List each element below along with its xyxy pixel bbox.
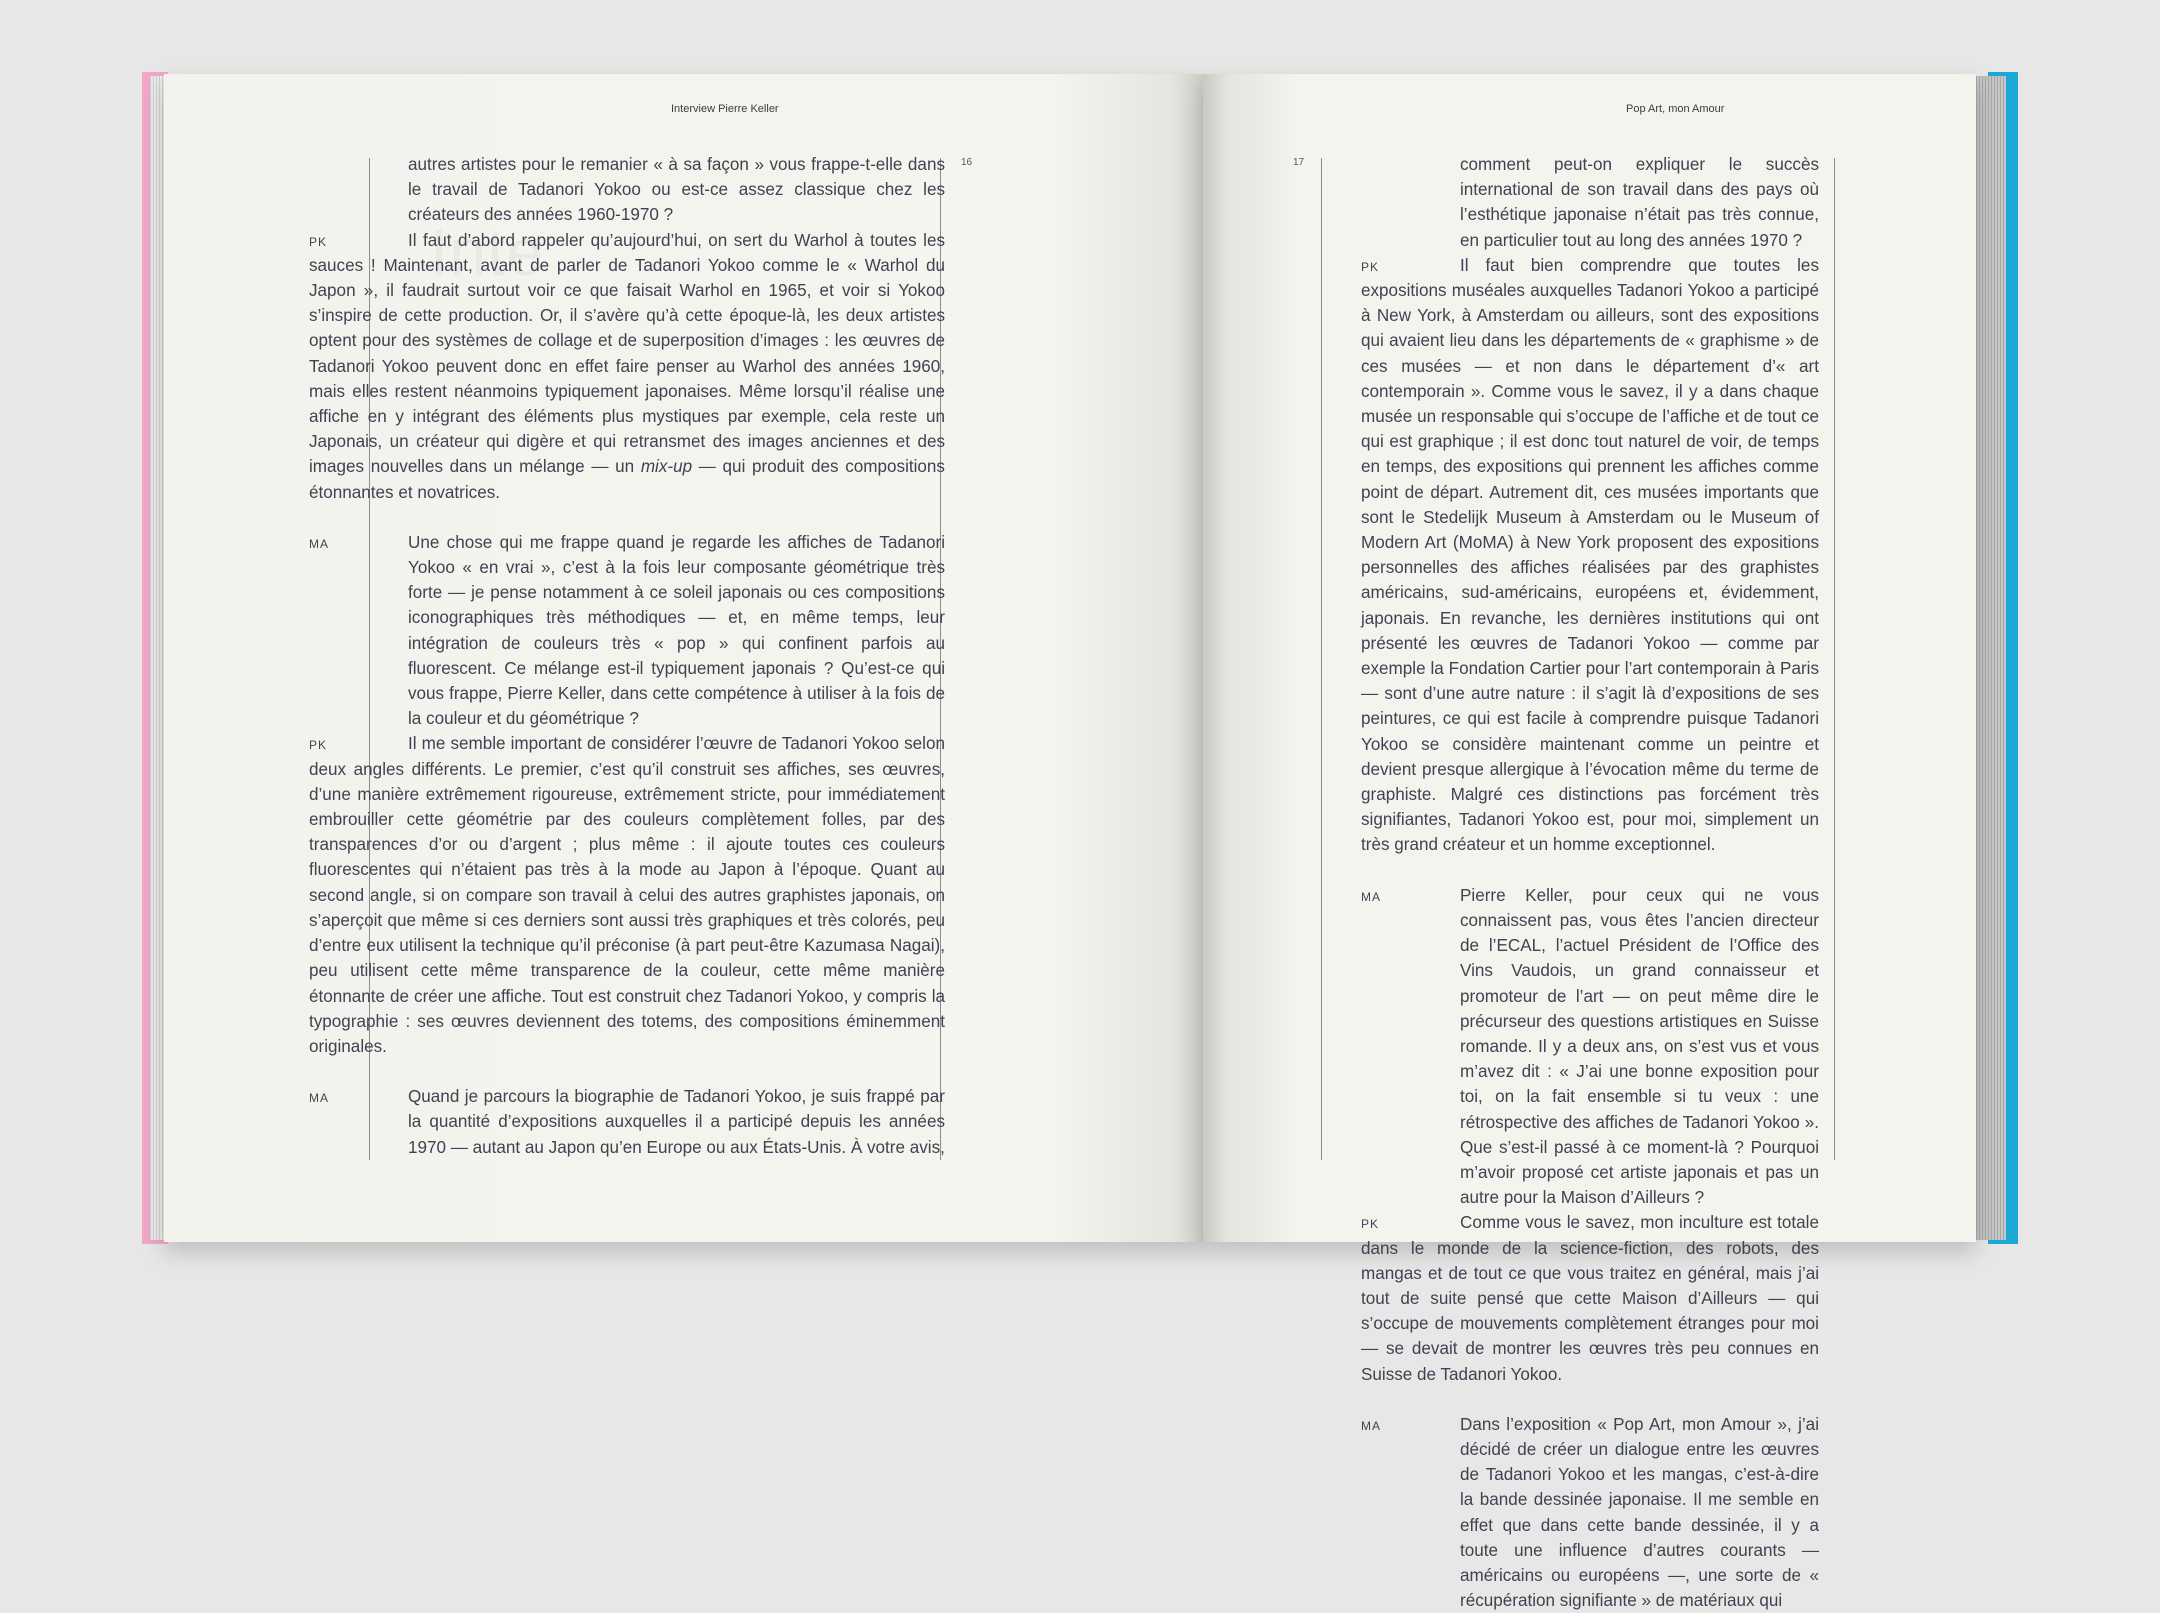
speaker-label: PK [1361, 259, 1380, 274]
question-paragraph [309, 1084, 945, 1160]
text-column-left [309, 152, 945, 1160]
answer-paragraph [1361, 253, 1819, 858]
text-column-right [1361, 152, 1819, 1613]
question-paragraph [309, 152, 945, 228]
paragraph-text: Pierre Keller, pour ceux qui ne vous connaissent pas, vous êtes l’ancien directeur de l’ECAL, l’actuel Président de l’Office des Vins Vaudois, un grand connaisseur et promoteur de l’art — on peut même dire le précurseur des questions artistiques en Suisse romande. Il y a deux ans, on s’est vus et vous m’avez dit : « J’ai une bonne exposition pour toi, on la fait ensemble si tu veux : une rétrospective des affiches de Tadanori Yokoo ». Que s’est-il passé à ce moment-là ? Pourquoi m’avoir proposé cet artiste japonais et pas un autre pour la Maison d’Ailleurs ? [1460, 885, 1819, 1208]
paragraph-text [309, 228, 945, 505]
paragraph-text: autres artistes pour le remanier « à sa façon » vous frappe-t-elle dans le travail de Tadanori Yokoo ou est-ce assez classique chez les créateurs des années 1960-1970 ? [408, 155, 945, 225]
speaker-label: PK [309, 234, 328, 249]
show-through-title: Inte [430, 215, 545, 289]
speaker-label: MA [309, 536, 329, 551]
paragraph-text: comment peut-on expliquer le succès international de son travail dans des pays où l’esthétique japonaise n’était pas très connue, en particulier tout au long des années 1970 ? [1460, 155, 1819, 250]
question-paragraph [1361, 883, 1819, 1211]
text-segment: Il faut d’abord rappeler qu’aujourd’hui, on sert du Warhol à toutes les sauces ! Maintenant, avant de parler de Tadanori Yokoo comme le « Warhol du Japon », il faudrait surtout voir ce que faisait Warhol en 1965, et voir si Yokoo s’inspire de cette production. Or, il s’avère qu’à cette époque-là, les deux artistes optent pour des systèmes de collage et de superposition d’images : les œuvres de Tadanori Yokoo peuvent donc en effet faire penser au Warhol des années 1960, mais elles restent néanmoins typiquement japonaises. Même lorsqu’il réalise une affiche en y intégrant des éléments plus mystiques par exemple, cela reste un Japonais, un créateur qui digère et qui retransmet des images anciennes et des images nouvelles dans un mélange — un [309, 230, 945, 477]
speaker-label: MA [309, 1091, 329, 1106]
right-margin-rule [1834, 158, 1835, 1160]
running-head-right: Pop Art, mon Amour [1626, 103, 1725, 115]
paragraph-text: Il faut bien comprendre que toutes les expositions muséales auxquelles Tadanori Yokoo a participé à New York, à Amsterdam ou ailleurs, sont des expositions qui avaient lieu dans les départements de « graphisme » de ces musées — et non dans le département d’« art contemporain ». Comme vous le savez, il y a dans chaque musée un responsable qui s’occupe de l’affiche et de tout ce qui est graphique ; il est donc tout naturel de voir, de temps en temps, des expositions qui prennent les affiches comme point de départ. Autrement dit, ces musées importants que sont le Stedelijk Museum à Amsterdam ou le Museum of Modern Art (MoMA) à New York proposent des expositions personnelles des affiches réalisées par des graphistes américains, sud-américains, européens et, évidemment, japonais. En revanche, les dernières institutions qui ont présenté les œuvres de Tadanori Yokoo — comme par exemple la Fondation Cartier pour l’art contemporain à Paris — sont d’une autre nature : il s’agit là d’expositions de ses peintures, ce qui est facile à comprendre puisque Tadanori Yokoo se considère maintenant comme un peintre et devient presque allergique à l’évocation même du terme de graphiste. Malgré ces distinctions pas forcément très signifiantes, Tadanori Yokoo est, pour moi, simplement un très grand créateur et un homme exceptionnel. [1361, 255, 1819, 855]
page-number-left: 16 [961, 157, 973, 168]
question-paragraph [309, 530, 945, 732]
right-page [1203, 74, 1976, 1611]
question-paragraph [1361, 152, 1819, 253]
text-segment: — qui produit des compositions étonnantes et novatrices. [309, 457, 945, 502]
speaker-label: PK [309, 738, 328, 753]
speaker-label: MA [1361, 889, 1381, 904]
left-margin-rule [1321, 158, 1322, 1160]
italic-term: mix-up [640, 457, 693, 477]
answer-paragraph [309, 228, 945, 505]
answer-paragraph [309, 731, 945, 1059]
answer-paragraph [1361, 1210, 1819, 1386]
paragraph-text: Il me semble important de considérer l’œuvre de Tadanori Yokoo selon deux angles différents. Le premier, c’est qu’il construit ses affiches, ses œuvres, d’une manière extrêmement rigoureuse, extrêmement stricte, pour immédiatement embrouiller cette géométrie par des couleurs complètement folles, par des transparences d’or ou d’argent ; plus même : il ajoute toutes ces couleurs fluorescentes qui n’étaient pas très à la mode au Japon à l’époque. Quant au second angle, si on compare son travail à celui des autres graphistes japonais, on s’aperçoit que même si ces derniers sont aussi très graphiques et très colorés, peu d’entre eux utilisent la technique qu’il préconise (à part peut-être Kazumasa Nagai), peu utilisent cette même transparence de la couleur, cette même manière étonnante de créer une affiche. Tout est construit chez Tadanori Yokoo, y compris la typographie : ses œuvres deviennent des totems, des compositions éminemment originales. [309, 734, 945, 1056]
speaker-label: MA [1361, 1418, 1381, 1433]
paragraph-text: Dans l’exposition « Pop Art, mon Amour », j’ai décidé de créer un dialogue entre les œuvres de Tadanori Yokoo et les mangas, c’est-à-dire la bande dessinée japonaise. Il me semble en effet que dans cette bande dessinée, il y a toute une influence d’autres courants — américains ou européens —, une sorte de « récupération signifiante » de matériaux qui [1460, 1414, 1819, 1611]
speaker-label: PK [1361, 1217, 1380, 1232]
running-head-left: Interview Pierre Keller [671, 103, 779, 115]
open-book [142, 72, 2018, 1611]
question-paragraph [1361, 1412, 1819, 1613]
paragraph-text: Comme vous le savez, mon inculture est totale dans le monde de la science-fiction, des robots, des mangas et de tout ce que vous traitez en général, mais j’ai tout de suite pensé que cette Maison d’Ailleurs — qui s’occupe de mouvements complètement étranges pour moi — se devait de montrer les œuvres très peu connues en Suisse de Tadanori Yokoo. [1361, 1213, 1819, 1384]
left-page [164, 74, 1203, 1242]
page-number-right: 17 [1293, 157, 1305, 168]
paragraph-text: Une chose qui me frappe quand je regarde les affiches de Tadanori Yokoo « en vrai », c’est à la fois leur composante géométrique très forte — je pense notamment à ce soleil japonais ou ces compositions iconographiques très méthodiques — et, en même temps, leur intégration de couleurs très « pop » qui confinent parfois au fluorescent. Ce mélange est-il typiquement japonais ? Qu’est-ce qui vous frappe, Pierre Keller, dans cette compétence à utiliser à la fois de la couleur et du géométrique ? [408, 532, 945, 729]
paragraph-text: Quand je parcours la biographie de Tadanori Yokoo, je suis frappé par la quantité d’expositions auxquelles il a participé depuis les années 1970 — autant au Japon qu’en Europe ou aux États-Unis. À votre avis, [408, 1087, 945, 1157]
